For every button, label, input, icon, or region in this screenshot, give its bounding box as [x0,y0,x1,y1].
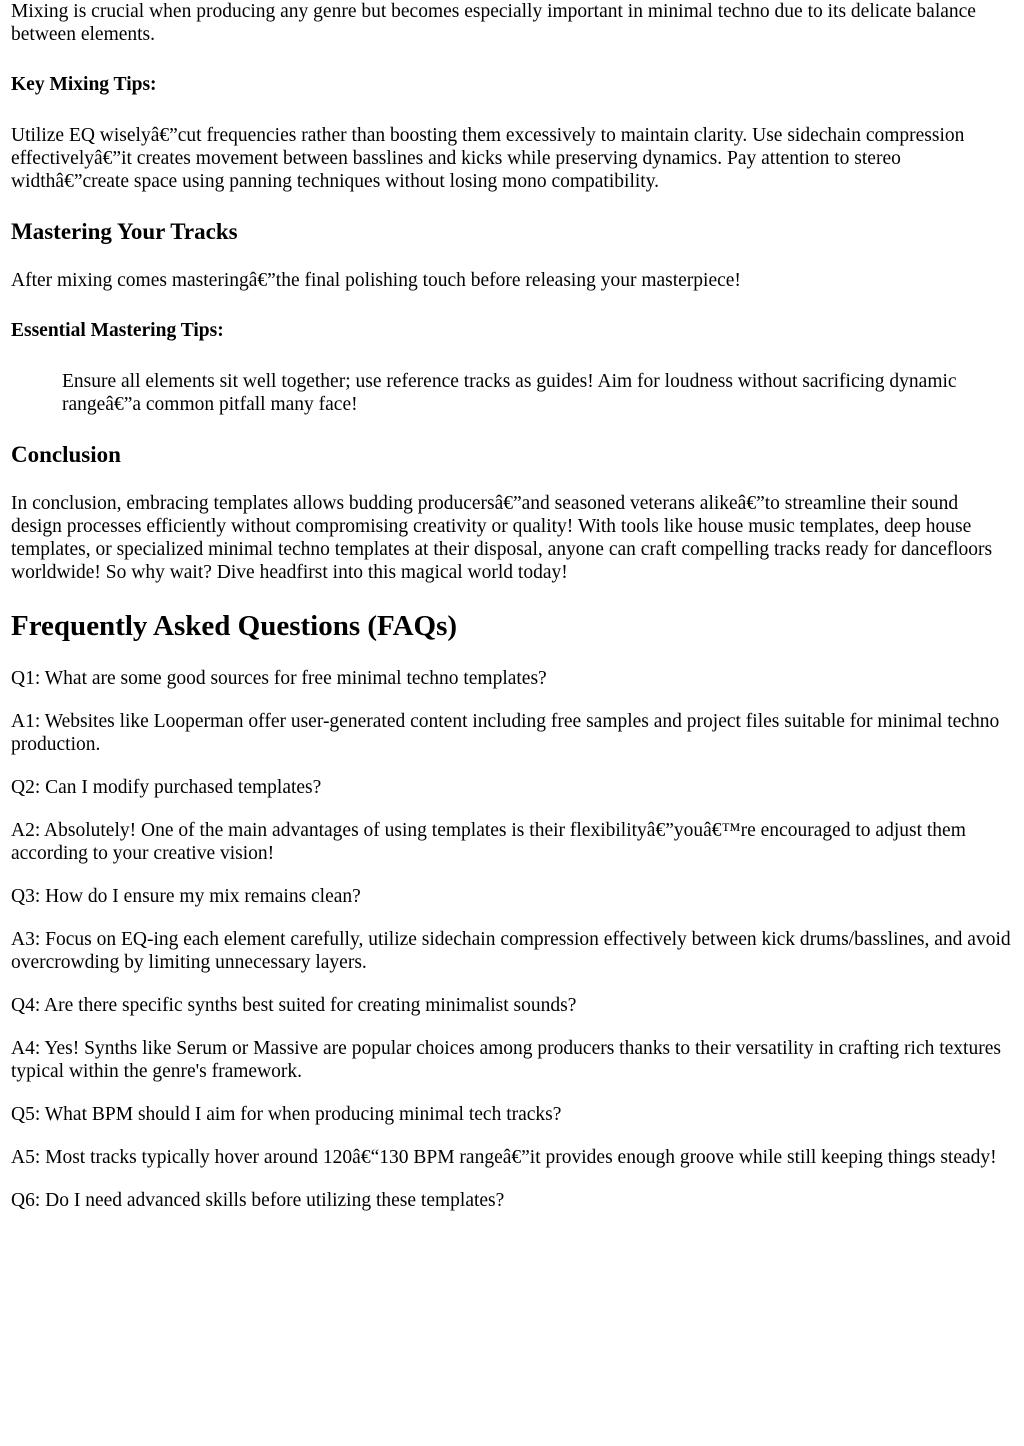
mastering-tips-quote: Ensure all elements sit well together; use reference tracks as guides! Aim for loudness without sacrificing dynamic rangeâ€”a common pitfall many face! [62,371,957,415]
mixing-tips-paragraph: Utilize EQ wiselyâ€”cut frequencies rather than boosting them excessively to maintain clarity. Use sidechain compression effectivelyâ€”it creates movement between basslines and kicks while preserving dynamics. Pay attention to stereo widthâ€”create space using panning techniques without losing mono compatibility. [11,125,965,192]
faq-question: Q5: What BPM should I aim for when producing minimal tech tracks? [11,1104,562,1125]
conclusion-heading: Conclusion [11,442,121,467]
mastering-paragraph: After mixing comes masteringâ€”the final polishing touch before releasing your masterpiece! [11,270,741,291]
intro-paragraph: Mixing is crucial when producing any genre but becomes especially important in minimal techno due to its delicate balance between elements. [11,1,976,45]
faq-answer: A5: Most tracks typically hover around 120â€“130 BPM rangeâ€”it provides enough groove while still keeping things steady! [11,1147,997,1168]
faq-question: Q3: How do I ensure my mix remains clean? [11,886,361,907]
faq-answer: A3: Focus on EQ-ing each element carefully, utilize sidechain compression effectively between kick drums/basslines, and avoid overcrowding by limiting unnecessary layers. [11,929,1011,973]
conclusion-paragraph: In conclusion, embracing templates allows budding producersâ€”and seasoned veterans alikeâ€”to streamline their sound design processes efficiently without compromising creativity or quality! With tools like house music templates, deep house templates, or specialized minimal techno templates at their disposal, anyone can craft compelling tracks ready for dancefloors worldwide! So why wait? Dive headfirst into this magical world today! [11,493,993,583]
faq-question: Q2: Can I modify purchased templates? [11,777,322,798]
faq-question: Q1: What are some good sources for free minimal techno templates? [11,668,547,689]
mastering-heading: Mastering Your Tracks [11,219,238,244]
faq-answer: A2: Absolutely! One of the main advantages of using templates is their flexibilityâ€”youâ€™re encouraged to adjust them according to your creative vision! [11,820,966,864]
faq-question: Q6: Do I need advanced skills before utilizing these templates? [11,1190,505,1211]
faq-answer: A4: Yes! Synths like Serum or Massive are popular choices among producers thanks to their versatility in crafting rich textures typical within the genre's framework. [11,1038,1001,1082]
faq-heading: Frequently Asked Questions (FAQs) [11,610,458,642]
mixing-tips-heading: Key Mixing Tips: [11,74,157,95]
faq-answer: A1: Websites like Looperman offer user-generated content including free samples and project files suitable for minimal techno production. [11,711,1000,755]
faq-list [11,667,1013,1212]
faq-question: Q4: Are there specific synths best suited for creating minimalist sounds? [11,995,577,1016]
mastering-tips-heading: Essential Mastering Tips: [11,320,224,341]
